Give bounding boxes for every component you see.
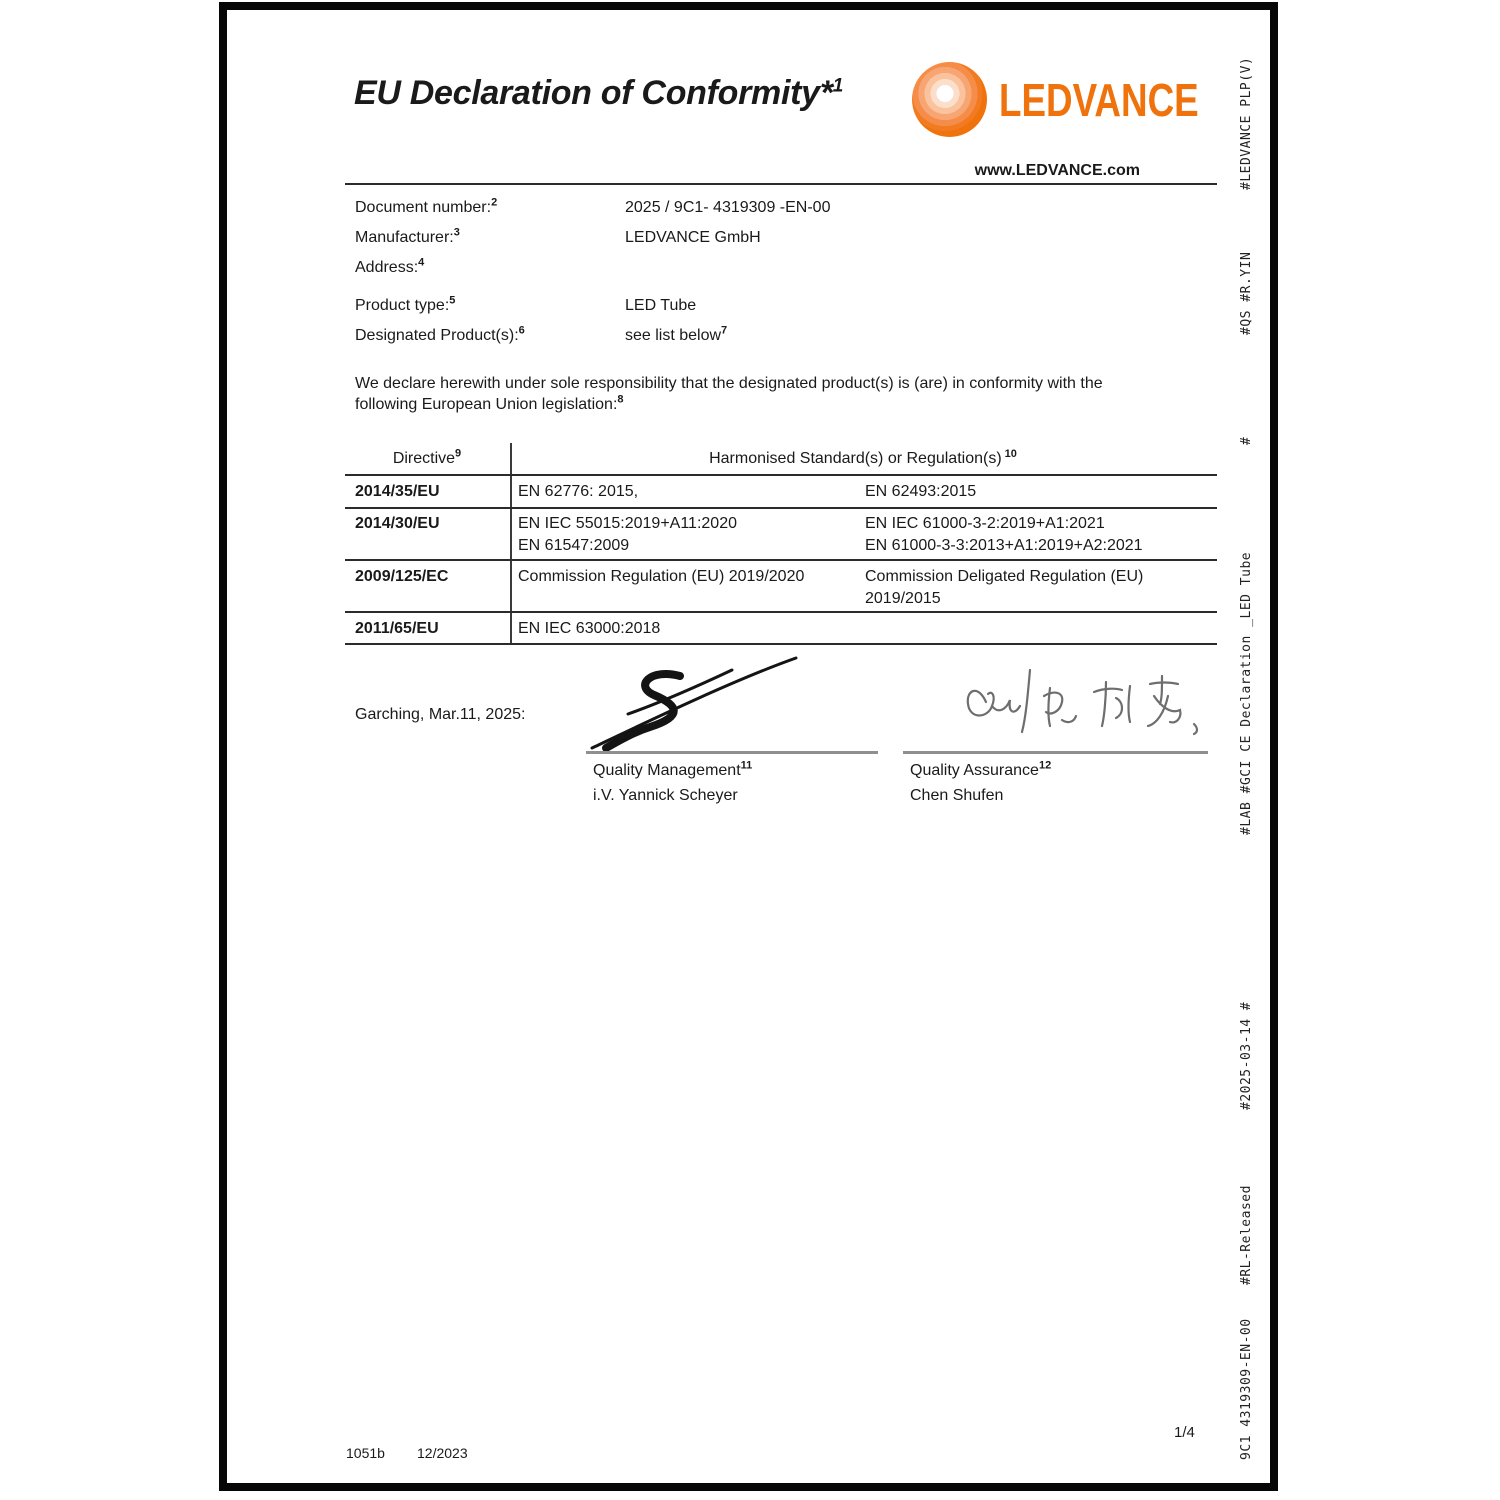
table-line [345, 507, 1217, 509]
form-date: 12/2023 [417, 1445, 468, 1461]
margin-text-date: #2025-03-14 # [1239, 1001, 1254, 1110]
brand-website: www.LEDVANCE.com [974, 162, 1140, 179]
signatory-name: Chen Shufen [910, 787, 1004, 804]
ledvance-logo-icon [912, 62, 987, 137]
margin-text-rl-released: #RL-Released [1239, 1185, 1254, 1285]
page-title [354, 74, 843, 113]
field-label-address: Address:$^4$ [355, 256, 425, 276]
standard-cell: EN IEC 63000:2018 [518, 620, 661, 637]
table-line [345, 559, 1217, 561]
quality-assurance-signature-icon [958, 662, 1203, 744]
standard-cell: EN 62776: 2015, [518, 483, 639, 500]
table-header-directive: Directive$^9$ [392, 447, 462, 467]
page-title-text: EU Declaration of Conformity* [354, 74, 833, 112]
field-label-manufacturer: Manufacturer:$^3$ [355, 226, 460, 246]
field-label-product-type: Product type:$^5$ [355, 294, 456, 314]
form-id: 1051b [346, 1445, 385, 1461]
signature-line [903, 751, 1208, 754]
declaration-line1: We declare herewith under sole responsibility that the designated product(s) is (are) in conformity with the [355, 375, 1103, 392]
field-label-document-number: Document number:$^2$ [355, 196, 498, 216]
page-number: 1/4 [1174, 1424, 1195, 1441]
declaration-statement [355, 373, 1215, 415]
ledvance-wordmark: LEDVANCE [999, 74, 1199, 126]
margin-text-qs-ryin: #QS #R.YIN [1239, 251, 1254, 335]
field-value-manufacturer: LEDVANCE GmbH [625, 229, 761, 246]
directive-cell: 2014/30/EU [355, 515, 440, 532]
table-line [345, 643, 1217, 645]
quality-management-signature-icon [578, 650, 813, 758]
standard-cell: EN IEC 61000-3-2:2019+A1:2021 EN 61000-3-3:2013+A1:2019+A2:2021 [865, 515, 1143, 554]
field-value-product-type: LED Tube [625, 297, 697, 314]
standard-cell: Commission Regulation (EU) 2019/2020 [518, 568, 805, 585]
signatory-role: Quality Assurance$^{12}$ [910, 759, 1052, 779]
declaration-line2: following European Union legislation:$^8$ [355, 393, 624, 413]
place-and-date: Garching, Mar.11, 2025: [355, 706, 526, 723]
table-line [345, 611, 1217, 613]
field-label-designated-products: Designated Product(s):$^6$ [355, 324, 525, 344]
field-value-document-number: 2025 / 9C1- 4319309 -EN-00 [625, 199, 831, 216]
directive-cell: 2011/65/EU [355, 620, 439, 637]
signatory-name: i.V. Yannick Scheyer [593, 787, 738, 804]
standard-cell: Commission Deligated Regulation (EU) 2019/2015 [865, 568, 1144, 607]
directive-cell: 2014/35/EU [355, 483, 440, 500]
margin-text-hash: # [1239, 436, 1254, 445]
signature-line [586, 751, 878, 754]
header-divider [345, 183, 1217, 185]
table-header-standards: Harmonised Standard(s) or Regulation(s) $^{10}$ [709, 447, 1017, 467]
table-column-divider [510, 443, 512, 643]
margin-text-doc-code: 9C1 4319309-EN-00 [1239, 1318, 1254, 1460]
field-value-designated-products: see list below$^7$ [625, 324, 728, 344]
page-title-footnote: 1 [832, 75, 843, 97]
signatory-role: Quality Management$^{11}$ [593, 759, 753, 779]
standard-cell: EN IEC 55015:2019+A11:2020 EN 61547:2009 [518, 515, 737, 554]
margin-text-lab-gci-declaration: #LAB #GCI CE Declaration _LED Tube [1239, 551, 1254, 835]
table-line [345, 474, 1217, 476]
directive-cell: 2009/125/EC [355, 568, 449, 585]
margin-text-ledvance-plp: #LEDVANCE PLP(V) [1239, 56, 1254, 190]
standard-cell: EN 62493:2015 [865, 483, 977, 500]
